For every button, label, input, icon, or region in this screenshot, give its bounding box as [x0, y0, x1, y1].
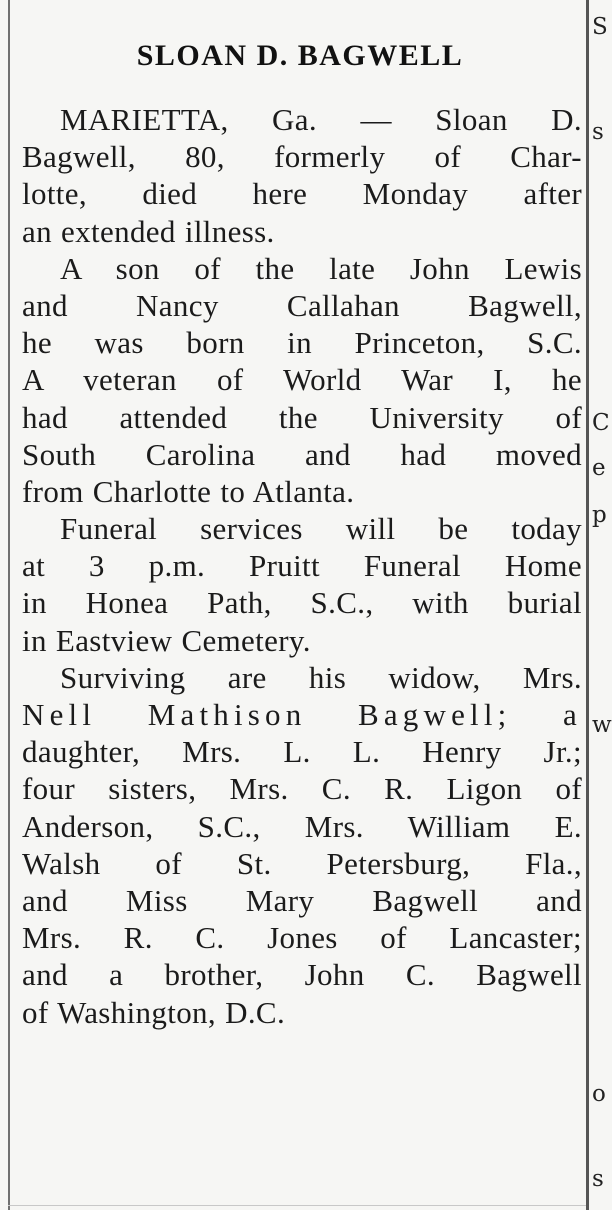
article-line: Surviving are his widow, Mrs.	[60, 659, 582, 695]
article-line: and Miss Mary Bagwell and	[22, 882, 582, 918]
clipped-top-text	[160, 0, 430, 7]
article-line: from Charlotte to Atlanta.	[22, 473, 355, 509]
paragraph-biography	[22, 250, 582, 510]
paragraph-funeral-services	[22, 510, 582, 659]
right-column-rule	[586, 0, 589, 1210]
article-line: an extended illness.	[22, 213, 275, 249]
article-line: in Honea Path, S.C., with burial	[22, 585, 582, 621]
article-line: in Eastview Cemetery.	[22, 622, 311, 658]
bottom-rule	[8, 1205, 586, 1206]
article-line: of Washington, D.C.	[22, 994, 286, 1030]
article-line: and a brother, John C. Bagwell	[22, 957, 582, 993]
right-column-fragment: p	[592, 502, 607, 528]
paragraph-survivors	[22, 659, 582, 1031]
article-line: at 3 p.m. Pruitt Funeral Home	[22, 548, 582, 584]
right-column-fragment: e	[592, 455, 606, 481]
article-line: A son of the late John Lewis	[60, 250, 582, 286]
right-column-fragment: s	[592, 119, 604, 145]
obituary-article	[22, 101, 582, 1031]
article-line: MARIETTA, Ga. — Sloan D.	[60, 102, 582, 137]
right-column-fragment: o	[592, 1081, 606, 1107]
article-line: Funeral services will be today	[60, 511, 582, 547]
article-line: he was born in Princeton, S.C.	[22, 325, 582, 361]
right-column-fragment: S	[592, 14, 608, 40]
left-column-rule	[8, 0, 10, 1210]
article-line: Anderson, S.C., Mrs. William E.	[22, 808, 582, 844]
article-line: lotte, died here Monday after	[22, 176, 582, 212]
article-line: A veteran of World War I, he	[22, 362, 582, 398]
right-column-fragment: C	[592, 410, 610, 436]
article-line: and Nancy Callahan Bagwell,	[22, 287, 582, 323]
right-column-fragment: w	[592, 712, 612, 738]
article-line: had attended the University of	[22, 399, 582, 435]
paragraph-death-notice	[22, 101, 582, 250]
article-line: Walsh of St. Petersburg, Fla.,	[22, 845, 582, 881]
article-line: South Carolina and had moved	[22, 436, 582, 472]
article-line: daughter, Mrs. L. L. Henry Jr.;	[22, 734, 582, 770]
article-line: Nell Mathison Bagwell; a	[22, 697, 582, 732]
article-line: Bagwell, 80, formerly of Char-	[22, 139, 582, 175]
obituary-headline: SLOAN D. BAGWELL	[136, 39, 464, 72]
article-line: Mrs. R. C. Jones of Lancaster;	[22, 920, 582, 956]
right-column-fragment: s	[592, 1166, 604, 1192]
article-line: four sisters, Mrs. C. R. Ligon of	[22, 771, 582, 807]
